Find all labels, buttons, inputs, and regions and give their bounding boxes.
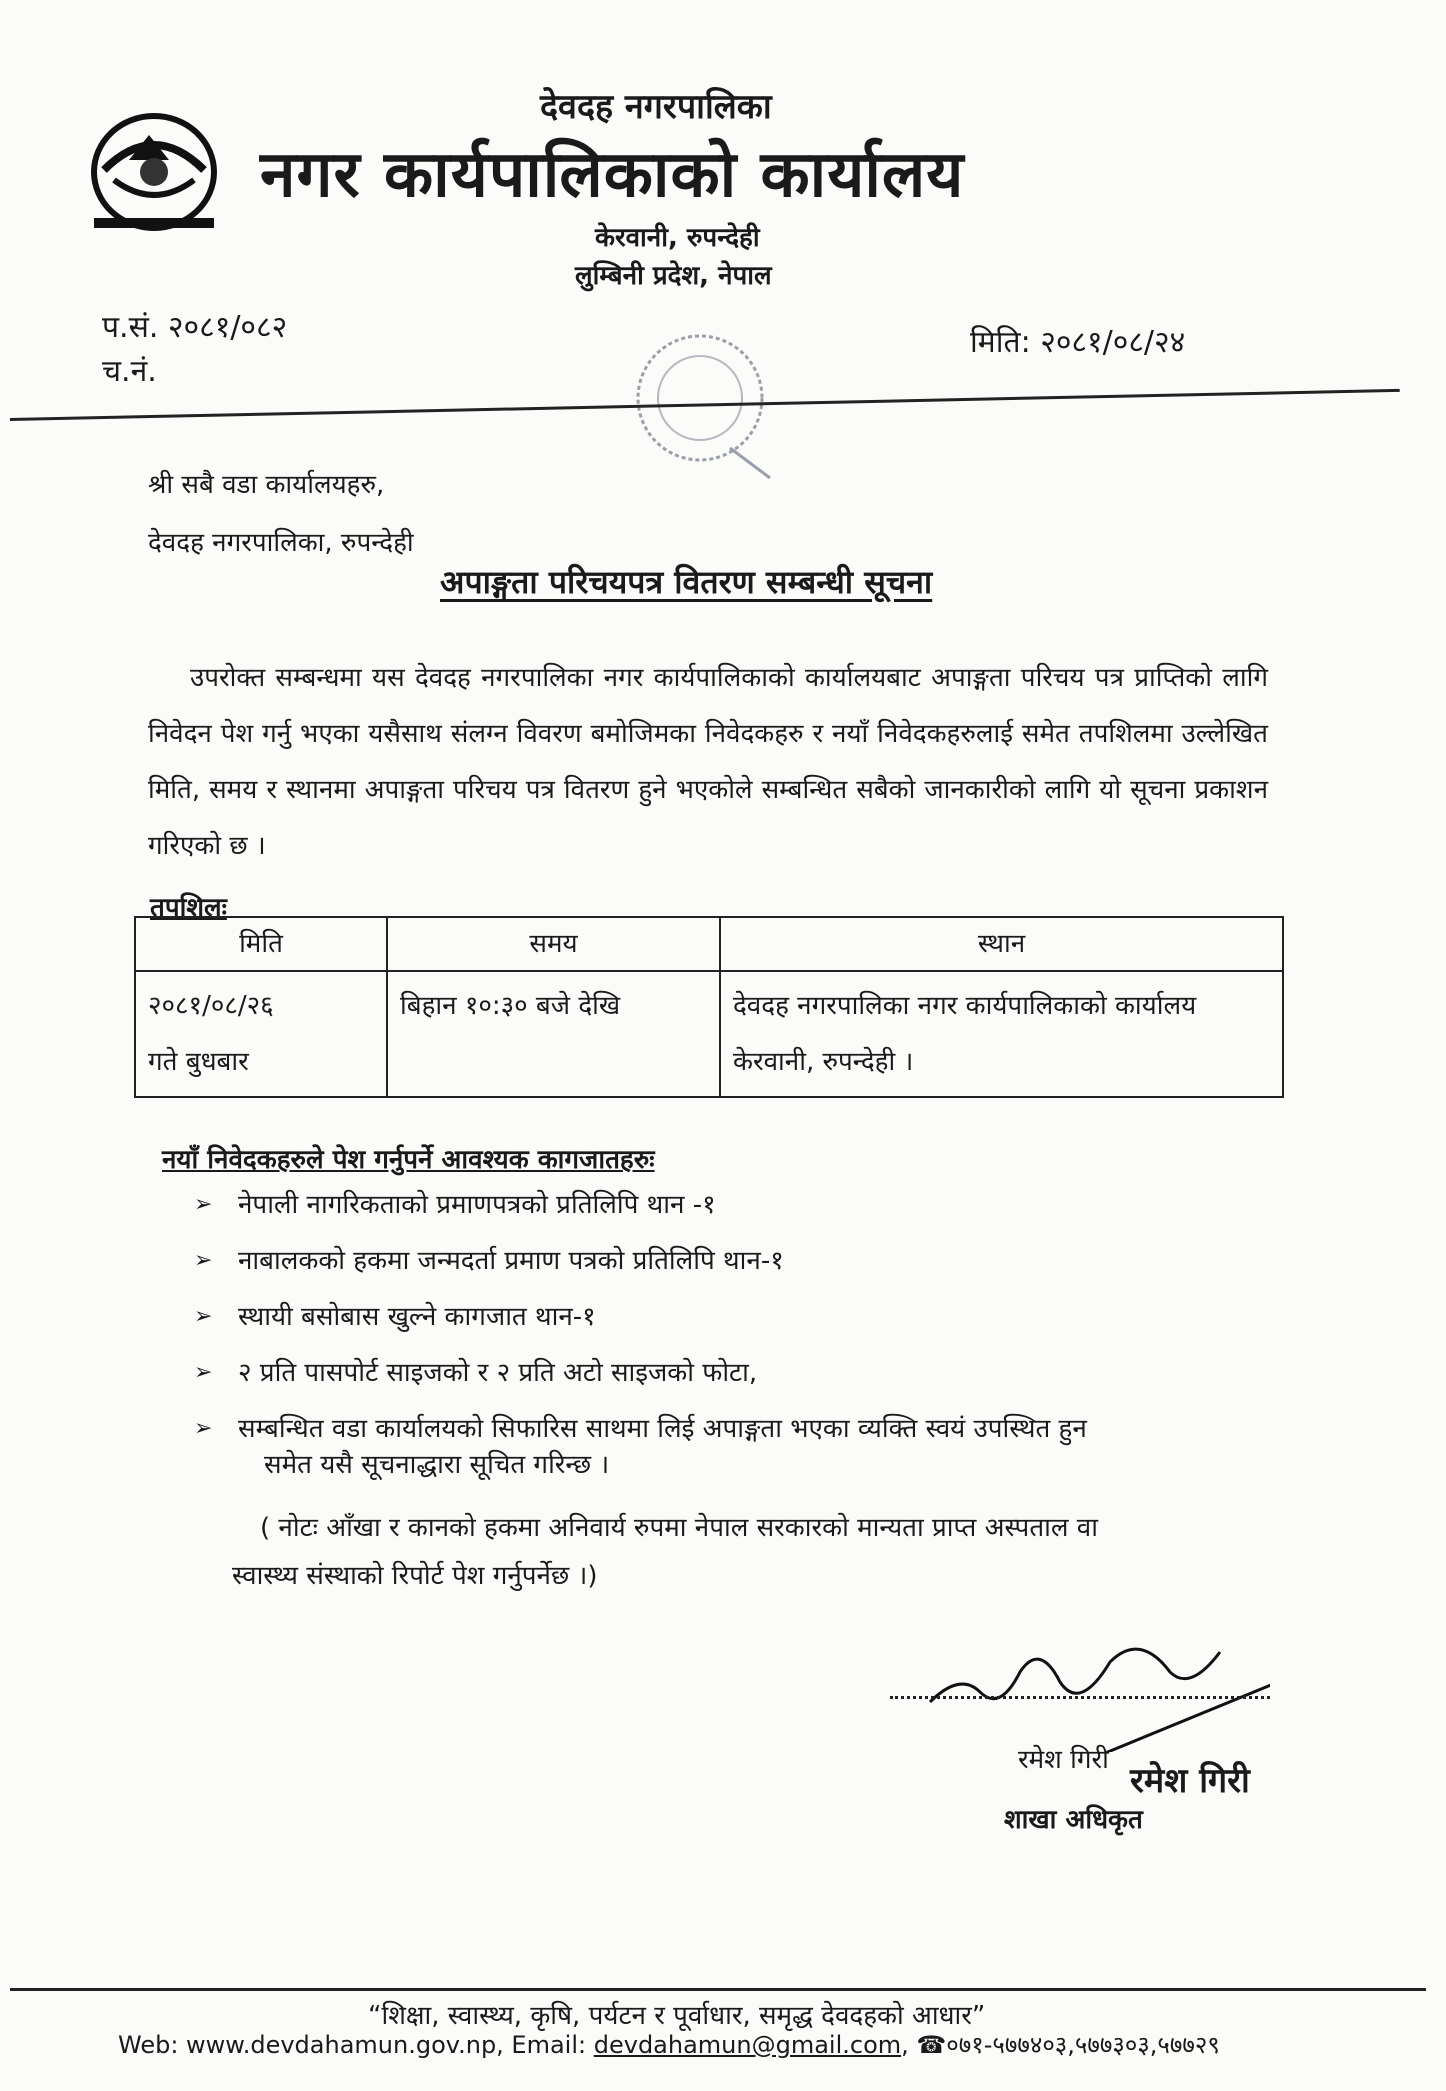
signatory-title: शाखा अधिकृत (1004, 1805, 1143, 1835)
schedule-time: बिहान १०:३० बजे देखि (387, 971, 720, 1097)
arrow-bullet-icon: ➢ (194, 1304, 213, 1329)
footer-contact (118, 2028, 1220, 2061)
signature-icon (920, 1632, 1270, 1752)
schedule-header-row (135, 917, 1283, 971)
recipient-line-1: श्री सबै वडा कार्यालयहरु, (148, 470, 385, 500)
schedule-day: गते बुधबार (148, 1047, 249, 1077)
signatory-stamp-name: रमेश गिरी (1130, 1761, 1250, 1801)
schedule-header-place: स्थान (720, 917, 1283, 971)
letter-date: मिति: २०८१/०८/२४ (970, 325, 1186, 360)
arrow-bullet-icon: ➢ (194, 1416, 213, 1441)
schedule-place-cell (720, 971, 1283, 1097)
arrow-bullet-icon: ➢ (194, 1360, 213, 1385)
chalani-number: च.नं. (102, 354, 157, 389)
schedule-header-time: समय (387, 917, 720, 971)
footer-phone: , ☎०७१-५७७४०३,५७७३०३,५७७२९ (901, 2031, 1220, 2059)
municipality-name: देवदह नगरपालिका (540, 87, 772, 127)
arrow-bullet-icon: ➢ (194, 1248, 213, 1273)
list-item: ➢ सम्बन्धित वडा कार्यालयको सिफारिस साथमा लिई अपाङ्गता भएका व्यक्ति स्वयं उपस्थित हुन समेत यसै सूचनाद्धारा सूचित गरिन्छ । (194, 1408, 1294, 1486)
schedule-place-line-1: देवदह नगरपालिका नगर कार्यपालिकाको कार्यालय (733, 991, 1197, 1021)
documents-list (194, 1184, 1294, 1500)
footer-web: Web: www.devdahamun.gov.np, Email: (118, 2031, 594, 2059)
notice-body: उपरोक्त सम्बन्धमा यस देवदह नगरपालिका नगर कार्यपालिकाको कार्यालयबाट अपाङ्गता परिचय पत्र प्राप्तिको लागि निवेदन पेश गर्नु भएका यसैसाथ संलग्न विवरण बमोजिमका निवेदकहरु र नयाँ निवेदकहरुलाई समेत तपशिलमा उल्लेखित मिति, समय र स्थानमा अपाङ्गता परिचय पत्र वितरण हुने भएकोले सम्बन्धित सबैको जानकारीको लागि यो सूचना प्रकाशन गरिएको छ । (148, 663, 1268, 861)
schedule-date-cell (135, 971, 387, 1097)
reference-block (102, 306, 287, 394)
footer-motto: “शिक्षा, स्वास्थ्य, कृषि, पर्यटन र पूर्वाधार, समृद्ध देवदहको आधार” (368, 2001, 986, 2031)
note-line-1: ( नोटः आँखा र कानको हकमा अनिवार्य रुपमा नेपाल सरकारको मान्यता प्राप्त अस्पताल वा (260, 1513, 1098, 1543)
documents-title: नयाँ निवेदकहरुले पेश गर्नुपर्ने आवश्यक कागजातहरुः (162, 1145, 655, 1175)
footer-divider (10, 1988, 1426, 1991)
list-item-continuation: समेत यसै सूचनाद्धारा सूचित गरिन्छ । (264, 1450, 610, 1480)
recipient-block (148, 456, 414, 572)
tapashil-label: तपशिलः (150, 893, 227, 923)
schedule-table (134, 916, 1284, 1098)
notice-subject: अपाङ्गता परिचयपत्र वितरण सम्बन्धी सूचना (440, 563, 933, 601)
list-item: ➢ नाबालकको हकमा जन्मदर्ता प्रमाण पत्रको प्रतिलिपि थान-१ (194, 1240, 1294, 1282)
list-item: ➢ नेपाली नागरिकताको प्रमाणपत्रको प्रतिलिपि थान -१ (194, 1184, 1294, 1226)
schedule-header-date: मिति (135, 917, 387, 971)
office-title: नगर कार्यपालिकाको कार्यालय (260, 138, 965, 212)
address-line-2: लुम्बिनी प्रदेश, नेपाल (575, 261, 772, 291)
recipient-line-2: देवदह नगरपालिका, रुपन्देही (148, 528, 414, 558)
address-line-1: केरवानी, रुपन्देही (595, 223, 760, 253)
patra-sankhya: प.सं. २०८१/०८२ (102, 310, 288, 345)
signature-dotted-line (890, 1696, 1270, 1699)
schedule-row (135, 971, 1283, 1097)
office-stamp-icon (620, 318, 790, 498)
footer-email-link[interactable]: devdahamun@gmail.com (593, 2031, 902, 2059)
note-line-2: स्वास्थ्य संस्थाको रिपोर्ट पेश गर्नुपर्नेछ ।) (232, 1561, 598, 1591)
signatory-name: रमेश गिरी (1018, 1745, 1109, 1775)
nepal-emblem-icon (74, 100, 234, 240)
schedule-date: २०८१/०८/२६ (148, 991, 274, 1021)
list-item: ➢ २ प्रति पासपोर्ट साइजको र २ प्रति अटो साइजको फोटा, (194, 1352, 1294, 1394)
list-item: ➢ स्थायी बसोबास खुल्ने कागजात थान-१ (194, 1296, 1294, 1338)
arrow-bullet-icon: ➢ (194, 1192, 213, 1217)
schedule-place-line-2: केरवानी, रुपन्देही । (733, 1047, 914, 1077)
